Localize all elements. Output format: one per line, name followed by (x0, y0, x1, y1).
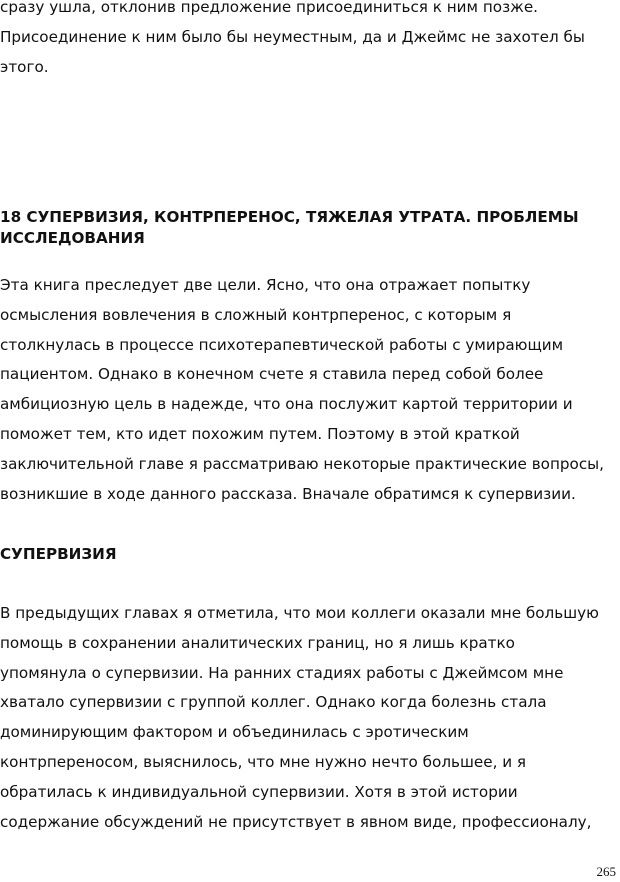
text-line: Эта книга преследует две цели. Ясно, что она отражает попытку (0, 276, 531, 294)
text-line: столкнулась в процессе психотерапевтической работы с умирающим (0, 335, 564, 354)
text-line: контрпереносом, выяснилось, что мне нужно нечто большее, и я (0, 752, 527, 771)
text-line: этого. (0, 57, 49, 76)
text-line: осмысления вовлечения в сложный контрперенос, с которым я (0, 305, 512, 324)
paragraph-supervision (0, 599, 620, 837)
paragraph-intro (0, 271, 620, 509)
text-line: доминирующим фактором и объединилась с эротическим (0, 723, 469, 742)
text-line: возникшие в ходе данного рассказа. Вначале обратимся к супервизии. (0, 484, 576, 503)
text-line: амбициозную цель в надежде, что она послужит картой территории и (0, 395, 573, 414)
paragraph-continuation (0, 0, 620, 82)
section-heading (0, 544, 620, 565)
text-line: В предыдущих главах я отметила, что мои коллеги оказали мне большую (0, 604, 599, 622)
text-line: заключительной главе я рассматриваю некоторые практические вопросы, (0, 454, 604, 473)
text-line: обратилась к индивидуальной супервизии. Хотя в этой истории (0, 782, 518, 801)
chapter-heading (0, 207, 620, 249)
text-line: Присоединение к ним было бы неуместным, да и Джеймс не захотел бы (0, 27, 585, 46)
text-line: сразу ушла, отклонив предложение присоединиться к ним позже. (0, 0, 538, 16)
text-line: содержание обсуждений не присутствует в явном виде, профессионалу, (0, 812, 592, 831)
text-line: упомянула о супервизии. На ранних стадиях работы с Джеймсом мне (0, 663, 564, 682)
text-line: помощь в сохранении аналитических границ, но я лишь кратко (0, 633, 515, 652)
text-line: пациентом. Однако в конечном счете я ставила перед собой более (0, 365, 544, 384)
text-line: поможет тем, кто идет похожим путем. Поэтому в этой краткой (0, 424, 520, 443)
page-number: 265 (596, 864, 616, 879)
text-line: хватало супервизии с группой коллег. Однако когда болезнь стала (0, 693, 547, 712)
heading-line: СУПЕРВИЗИЯ (0, 545, 117, 563)
heading-line: ИССЛЕДОВАНИЯ (0, 229, 145, 247)
heading-line: 18 СУПЕРВИЗИЯ, КОНТРПЕРЕНОС, ТЯЖЕЛАЯ УТРАТА. ПРОБЛЕМЫ (0, 208, 579, 226)
